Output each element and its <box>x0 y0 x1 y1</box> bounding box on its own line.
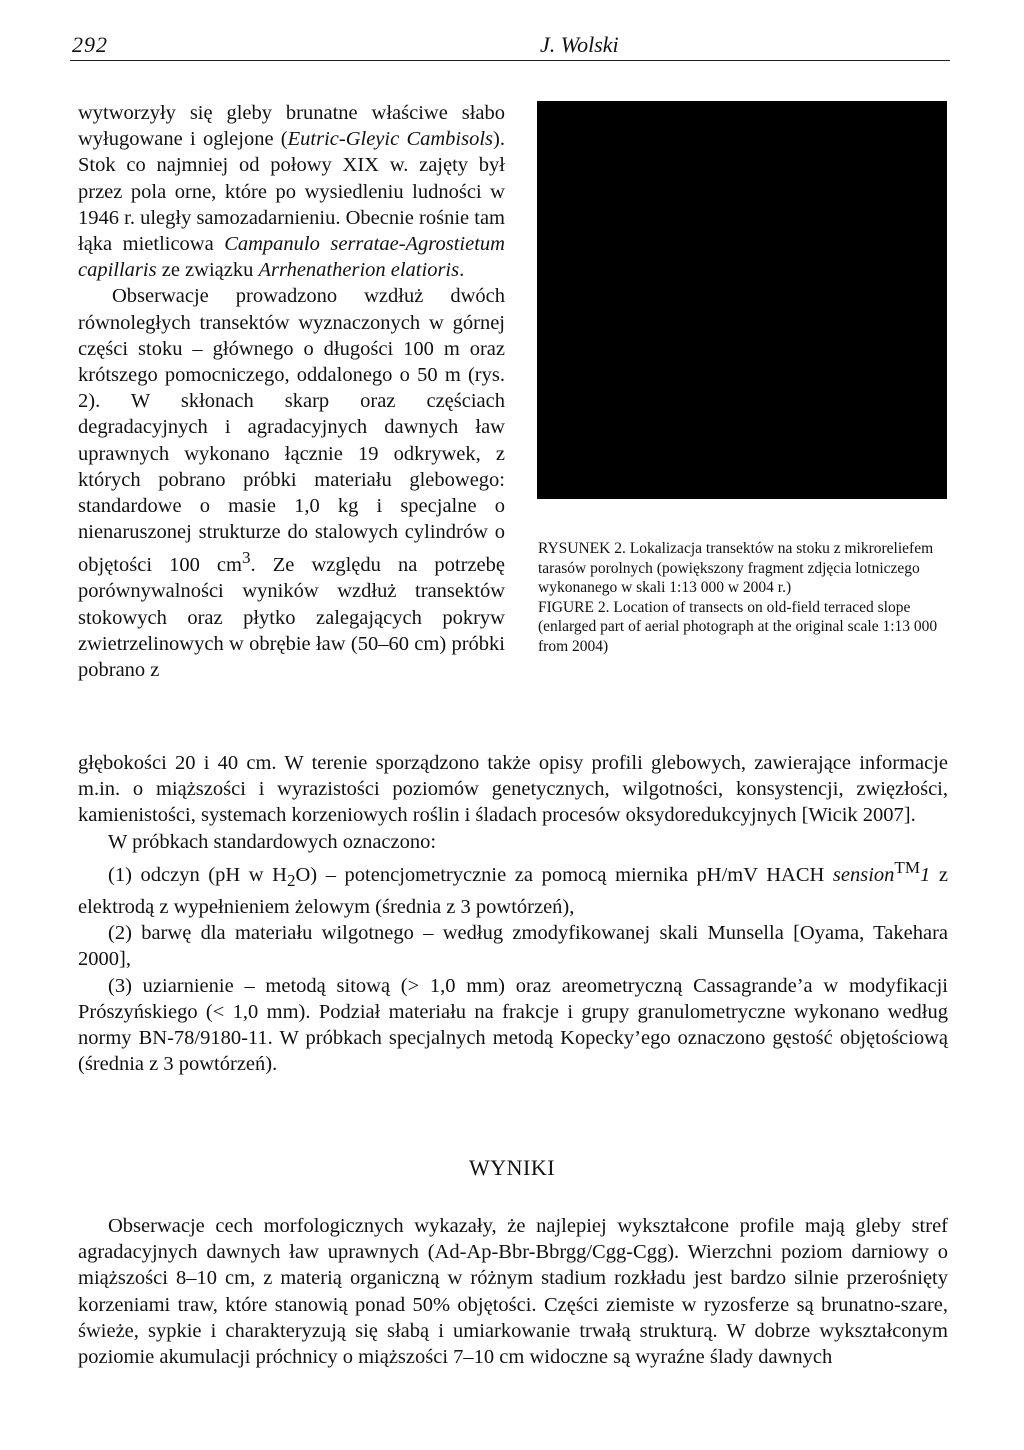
list-item-ph: (1) odczyn (pH w $H_2O$) – potencjometrycznie za pomocą miernika pH/mV HACH sension™1 z elektrodą z wypełnieniem żelowym (średnia z 3 powtórzeń), <box>78 857 948 918</box>
left-column-text <box>78 100 505 683</box>
paragraph-site-description: wytworzyły się gleby brunatne właściwe słabo wyługowane i oglejone (Eutric-Gleyic Cambisols). Stok co najmniej od połowy XIX w. zajęty był przez pola orne, które po wysiedleniu ludności w 1946 r. uległy samozadarnieniu. Obecnie rośnie tam łąka mietlicowa Campanulo serratae-Agrostietum capillaris ze związku Arrhenatherion elatioris. <box>78 102 505 282</box>
aerial-photograph-figure <box>537 101 947 499</box>
list-item-color: (2) barwę dla materiału wilgotnego – według zmodyfikowanej skali Munsella [Oyama, Takehara 2000], <box>78 922 948 971</box>
page-header <box>70 30 950 61</box>
caption-english: FIGURE 2. Location of transects on old-field terraced slope (enlarged part of aerial photograph at the original scale 1:13 000 from 2004) <box>538 598 938 655</box>
running-head: J. Wolski <box>540 32 619 57</box>
list-item-texture: (3) uziarnienie – metodą sitową (> 1,0 mm) oraz areometryczną Cassagrande’a w modyfikacji Prószyńskiego (< 1,0 mm). Podział materiału na frakcje i grupy granulometryczne wykonano według normy BN-78/9180-11. W próbkach specjalnych metodą Kopecky’ego oznaczono gęstość objętościową (średnia z 3 powtórzeń). <box>78 974 948 1076</box>
paragraph-methods: Obserwacje prowadzono wzdłuż dwóch równoległych transektów wyznaczonych w górnej części stoku – głównego o długości 100 m oraz krótszego pomocniczego, oddalonego o 50 m (rys. 2). W skłonach skarp oraz częściach degradacyjnych i agradacyjnych dawnych ław uprawnych wykonano łącznie 19 odkrywek, z których pobrano próbki materiału glebowego: standardowe o masie 1,0 kg i specjalne o nienaruszonej strukturze do stalowych cylindrów o objętości 100 $cm^3$. Ze względu na potrzebę porównywalności wyników wzdłuż transektów stokowych oraz płytko zalegających pokryw zwietrzelinowych w obrębie ław (50–60 cm) próbki pobrano z <box>78 285 505 682</box>
full-width-text <box>78 750 948 1077</box>
results-text <box>78 1213 948 1370</box>
caption-polish: RYSUNEK 2. Lokalizacja transektów na stoku z mikroreliefem tarasów porolnych (powiększony fragment zdjęcia lotniczego wykonanego w skali 1:13 000 w 2004 r.) <box>538 540 934 596</box>
paragraph-continuation: głębokości 20 i 40 cm. W terenie sporządzono także opisy profili glebowych, zawierające informacje m.in. o miąższości i wyrazistości poziomów genetycznych, wilgotności, konsystencji, zwięzłości, kamienistości, systemach korzeniowych roślin i śladach procesów oksydoredukcyjnych [Wicik 2007]. <box>78 752 948 827</box>
figure-caption <box>538 539 950 656</box>
list-intro: W próbkach standardowych oznaczono: <box>108 830 437 853</box>
paragraph-results: Obserwacje cech morfologicznych wykazały, że najlepiej wykształcone profile mają gleby stref agradacyjnych dawnych ław uprawnych (Ad-Ap-Bbr-Bbrgg/Cgg-Cgg). Wierzchni poziom darniowy o miąższości 8–10 cm, z materią organiczną w różnym stadium rozkładu jest bardzo silnie przerośnięty korzeniami traw, które stanowią ponad 50% objętości. Części ziemiste w ryzosferze są brunatno-szare, świeże, sypkie i charakteryzują się słabą i umiarkowanie trwałą strukturą. W dobrze wykształconym poziomie akumulacji próchnicy o miąższości 7–10 cm widoczne są wyraźne ślady dawnych <box>78 1215 948 1369</box>
page-number: 292 <box>72 32 108 57</box>
section-heading: WYNIKI <box>468 1155 556 1180</box>
